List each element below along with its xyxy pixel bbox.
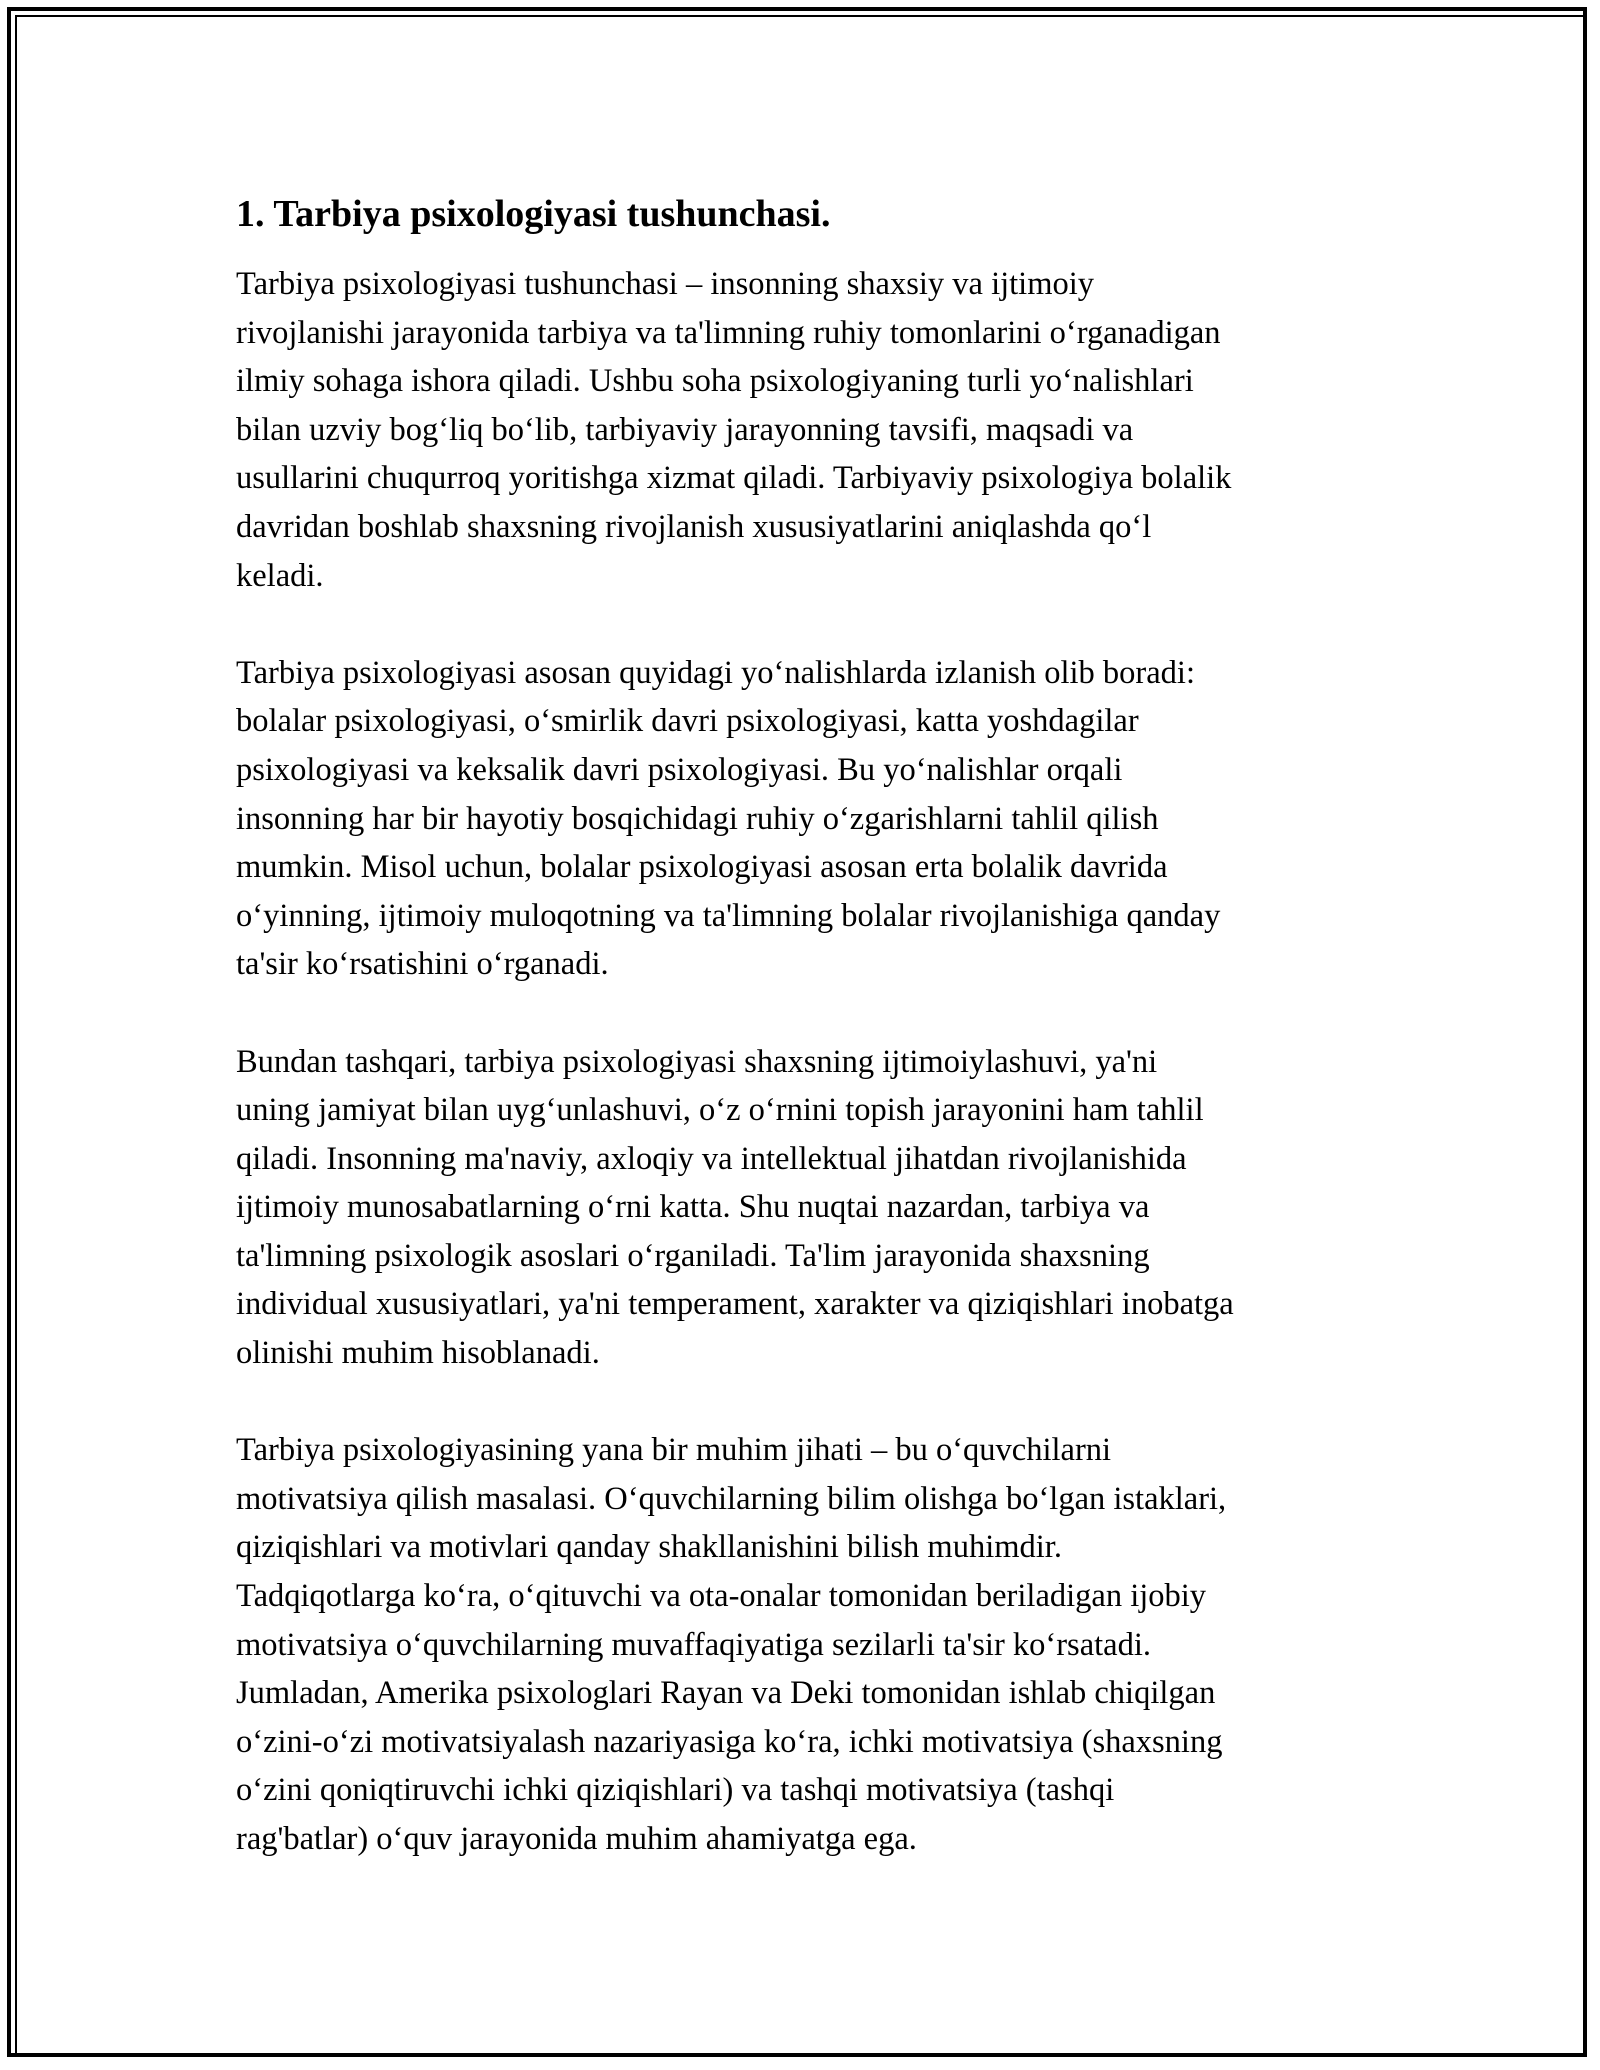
text-line: ta'limning psixologik asoslari o‘rganiladi. Ta'lim jarayonida shaxsning <box>236 1237 1150 1274</box>
text-line: o‘zini qoniqtiruvchi ichki qiziqishlari) va tashqi motivatsiya (tashqi <box>236 1772 1115 1809</box>
text-line: qiziqishlari va motivlari qanday shakllanishini bilish muhimdir. <box>236 1529 1062 1566</box>
paragraph <box>236 1038 1366 1378</box>
document-body <box>236 190 1366 1912</box>
text-line: bilan uzviy bog‘liq bo‘lib, tarbiyaviy jarayonning tavsifi, maqsadi va <box>236 411 1134 448</box>
paragraph <box>236 1426 1366 1863</box>
text-line: keladi. <box>236 557 324 594</box>
paragraph <box>236 649 1366 989</box>
text-line: rivojlanishi jarayonida tarbiya va ta'limning ruhiy tomonlarini o‘rganadigan <box>236 314 1221 351</box>
text-line: Tarbiya psixologiyasining yana bir muhim jihati – bu o‘quvchilarni <box>236 1432 1112 1469</box>
text-line: uning jamiyat bilan uyg‘unlashuvi, o‘z o‘rnini topish jarayonini ham tahlil <box>236 1092 1204 1129</box>
text-line: qiladi. Insonning ma'naviy, axloqiy va intellektual jihatdan rivojlanishida <box>236 1140 1187 1177</box>
section-heading: 1. Tarbiya psixologiyasi tushunchasi. <box>236 193 831 235</box>
text-line: Jumladan, Amerika psixologlari Rayan va Deki tomonidan ishlab chiqilgan <box>236 1675 1216 1712</box>
text-line: insonning har bir hayotiy bosqichidagi ruhiy o‘zgarishlarni tahlil qilish <box>236 800 1159 837</box>
text-line: bolalar psixologiyasi, o‘smirlik davri psixologiyasi, katta yoshdagilar <box>236 703 1139 740</box>
text-line: o‘zini-o‘zi motivatsiyalash nazariyasiga ko‘ra, ichki motivatsiya (shaxsning <box>236 1723 1223 1760</box>
text-line: ta'sir ko‘rsatishini o‘rganadi. <box>236 946 609 983</box>
paragraph <box>236 260 1366 600</box>
text-line: o‘yinning, ijtimoiy muloqotning va ta'limning bolalar rivojlanishiga qanday <box>236 897 1221 934</box>
text-line: Tarbiya psixologiyasi asosan quyidagi yo‘nalishlarda izlanish olib boradi: <box>236 654 1195 691</box>
text-line: motivatsiya o‘quvchilarning muvaffaqiyatiga sezilarli ta'sir ko‘rsatadi. <box>236 1626 1151 1663</box>
text-line: motivatsiya qilish masalasi. O‘quvchilarning bilim olishga bo‘lgan istaklari, <box>236 1480 1227 1517</box>
text-line: usullarini chuqurroq yoritishga xizmat qiladi. Tarbiyaviy psixologiya bolalik <box>236 460 1232 497</box>
text-line: ilmiy sohaga ishora qiladi. Ushbu soha psixologiyaning turli yo‘nalishlari <box>236 363 1194 400</box>
text-line: ijtimoiy munosabatlarning o‘rni katta. Shu nuqtai nazardan, tarbiya va <box>236 1189 1150 1226</box>
text-line: individual xususiyatlari, ya'ni temperament, xarakter va qiziqishlari inobatga <box>236 1286 1234 1323</box>
text-line: Tarbiya psixologiyasi tushunchasi – insonning shaxsiy va ijtimoiy <box>236 266 1095 302</box>
text-line: psixologiyasi va keksalik davri psixologiyasi. Bu yo‘nalishlar orqali <box>236 751 1123 788</box>
text-line: rag'batlar) o‘quv jarayonida muhim ahamiyatga ega. <box>236 1821 917 1857</box>
text-line: Bundan tashqari, tarbiya psixologiyasi shaxsning ijtimoiylashuvi, ya'ni <box>236 1043 1158 1080</box>
text-line: olinishi muhim hisoblanadi. <box>236 1335 600 1372</box>
text-line: mumkin. Misol uchun, bolalar psixologiyasi asosan erta bolalik davrida <box>236 849 1168 886</box>
text-line: Tadqiqotlarga ko‘ra, o‘qituvchi va ota-onalar tomonidan beriladigan ijobiy <box>236 1578 1207 1615</box>
text-line: davridan boshlab shaxsning rivojlanish xususiyatlarini aniqlashda qo‘l <box>236 508 1152 545</box>
